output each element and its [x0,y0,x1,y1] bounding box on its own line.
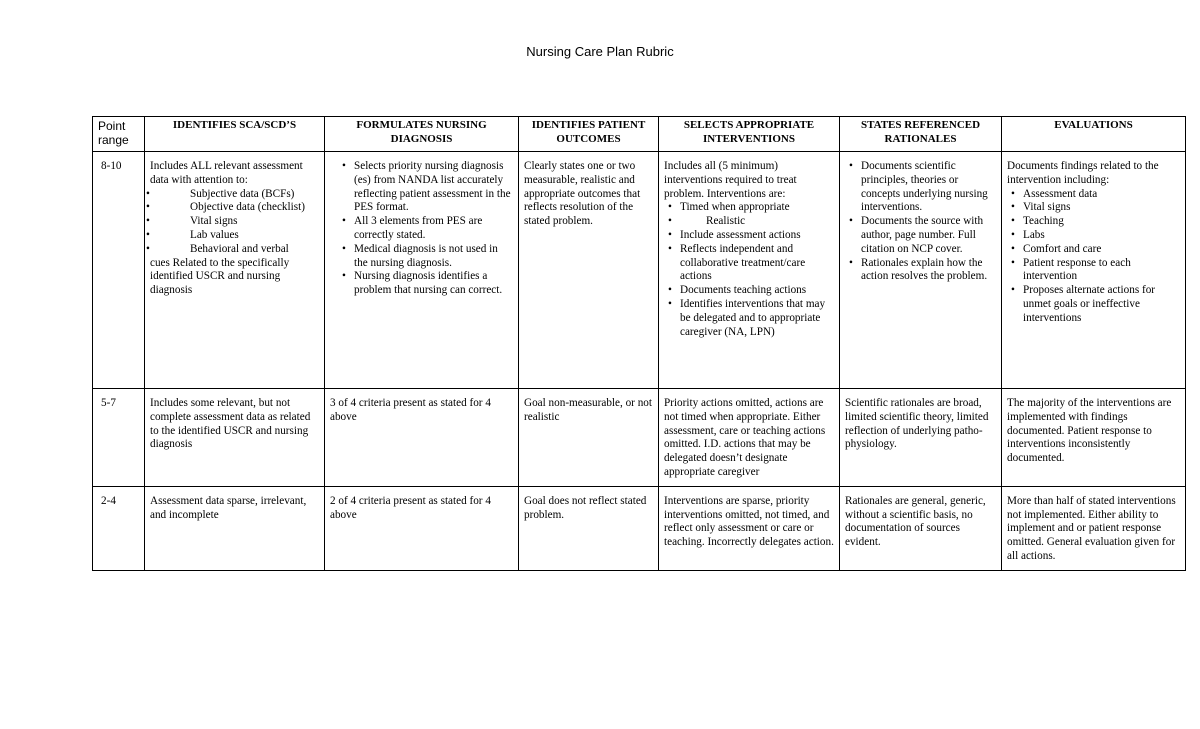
rationales-cell: Scientific rationales are broad, limited scientific theory, limited reflection of underlying patho-physiology. [840,389,1002,487]
header-formulates-diagnosis: FORMULATES NURSING DIAGNOSIS [325,117,519,152]
list-item: • Include assessment actions [664,229,834,243]
table-row [93,389,1186,487]
rationales-cell: Rationales are general, generic, without a scientific basis, no documentation of sources evident. [840,486,1002,570]
document-title: Nursing Care Plan Rubric [526,44,674,59]
sca-cell: Includes some relevant, but not complete assessment data as related to the identified USCR and nursing diagnosis [145,389,325,487]
sca-cell: Assessment data sparse, irrelevant, and incomplete [145,486,325,570]
outcomes-cell: Goal non-measurable, or not realistic [519,389,659,487]
header-patient-outcomes: IDENTIFIES PATIENT OUTCOMES [519,117,659,152]
list-item: • Assessment data [1007,188,1180,202]
diagnosis-cell: 2 of 4 criteria present as stated for 4 above [325,486,519,570]
list-item: • Patient response to each intervention [1007,257,1180,285]
list-item: • Lab values [150,229,319,243]
outcomes-cell: Goal does not reflect stated problem. [519,486,659,570]
list-item: • Selects priority nursing diagnosis (es) from NANDA list accurately reflecting patient assessment in the PES format. [338,160,513,215]
list-item: • Timed when appropriate [664,201,834,215]
point-range-cell: 5-7 [93,389,145,487]
list-item: • Vital signs [1007,201,1180,215]
rationales-list [845,160,996,284]
list-item: • Comfort and care [1007,243,1180,257]
sca-intro: Includes ALL relevant assessment data with attention to: [150,160,303,186]
list-item: • Labs [1007,229,1180,243]
table-row [93,486,1186,570]
list-item: • Reflects independent and collaborative treatment/care actions [664,243,834,284]
list-item: • Medical diagnosis is not used in the nursing diagnosis. [338,243,513,271]
evaluations-cell: More than half of stated interventions not implemented. Either ability to implement and or patient response omitted. General evaluation given for all actions. [1002,486,1186,570]
diagnosis-cell [325,152,519,389]
list-item: • Identifies interventions that may be delegated and to appropriate caregiver (NA, LPN) [664,298,834,339]
list-item: • Realistic [664,215,834,229]
list-item: • Documents scientific principles, theories or concepts underlying nursing interventions. [845,160,996,215]
evaluations-list [1007,188,1180,326]
sca-outro: cues Related to the specifically identified USCR and nursing diagnosis [150,256,290,297]
list-item: • Nursing diagnosis identifies a problem that nursing can correct. [338,270,513,298]
list-item: • Rationales explain how the action resolves the problem. [845,257,996,285]
interventions-cell [659,152,840,389]
interventions-list [664,201,834,339]
diagnosis-cell: 3 of 4 criteria present as stated for 4 above [325,389,519,487]
list-item: • Behavioral and verbal [150,243,319,257]
list-item: • Vital signs [150,215,319,229]
header-interventions: SELECTS APPROPRIATE INTERVENTIONS [659,117,840,152]
sca-list [150,188,319,257]
interventions-cell: Priority actions omitted, actions are not timed when appropriate. Either assessment, care or teaching actions omitted. I.D. actions that may be delegated doesn’t designate appropriate caregiver [659,389,840,487]
outcomes-cell: Clearly states one or two measurable, realistic and appropriate outcomes that reflects resolution of the stated problem. [519,152,659,389]
header-evaluations: EVALUATIONS [1002,117,1186,152]
sca-cell [145,152,325,389]
list-item: • Subjective data (BCFs) [150,188,319,202]
point-range-cell: 2-4 [93,486,145,570]
evaluations-intro: Documents findings related to the intervention including: [1007,160,1159,186]
header-point-range: Point range [93,117,145,152]
header-row [93,117,1186,152]
evaluations-cell [1002,152,1186,389]
rubric-table [92,116,1186,571]
header-rationales: STATES REFERENCED RATIONALES [840,117,1002,152]
list-item: • All 3 elements from PES are correctly stated. [338,215,513,243]
list-item: • Documents the source with author, page number. Full citation on NCP cover. [845,215,996,256]
evaluations-cell: The majority of the interventions are implemented with findings documented. Patient response to interventions inconsistently documented. [1002,389,1186,487]
point-range-cell: 8-10 [93,152,145,389]
list-item: • Proposes alternate actions for unmet goals or ineffective interventions [1007,284,1180,325]
interventions-cell: Interventions are sparse, priority interventions omitted, not timed, and reflect only assessment or care or teaching. Incorrectly delegates action. [659,486,840,570]
list-item: • Teaching [1007,215,1180,229]
list-item: • Objective data (checklist) [150,201,319,215]
header-identifies-sca: IDENTIFIES SCA/SCD’S [145,117,325,152]
list-item: • Documents teaching actions [664,284,834,298]
diagnosis-list [330,160,513,298]
interventions-intro: Includes all (5 minimum) interventions required to treat problem. Interventions are: [664,160,797,200]
rationales-cell [840,152,1002,389]
table-row [93,152,1186,389]
